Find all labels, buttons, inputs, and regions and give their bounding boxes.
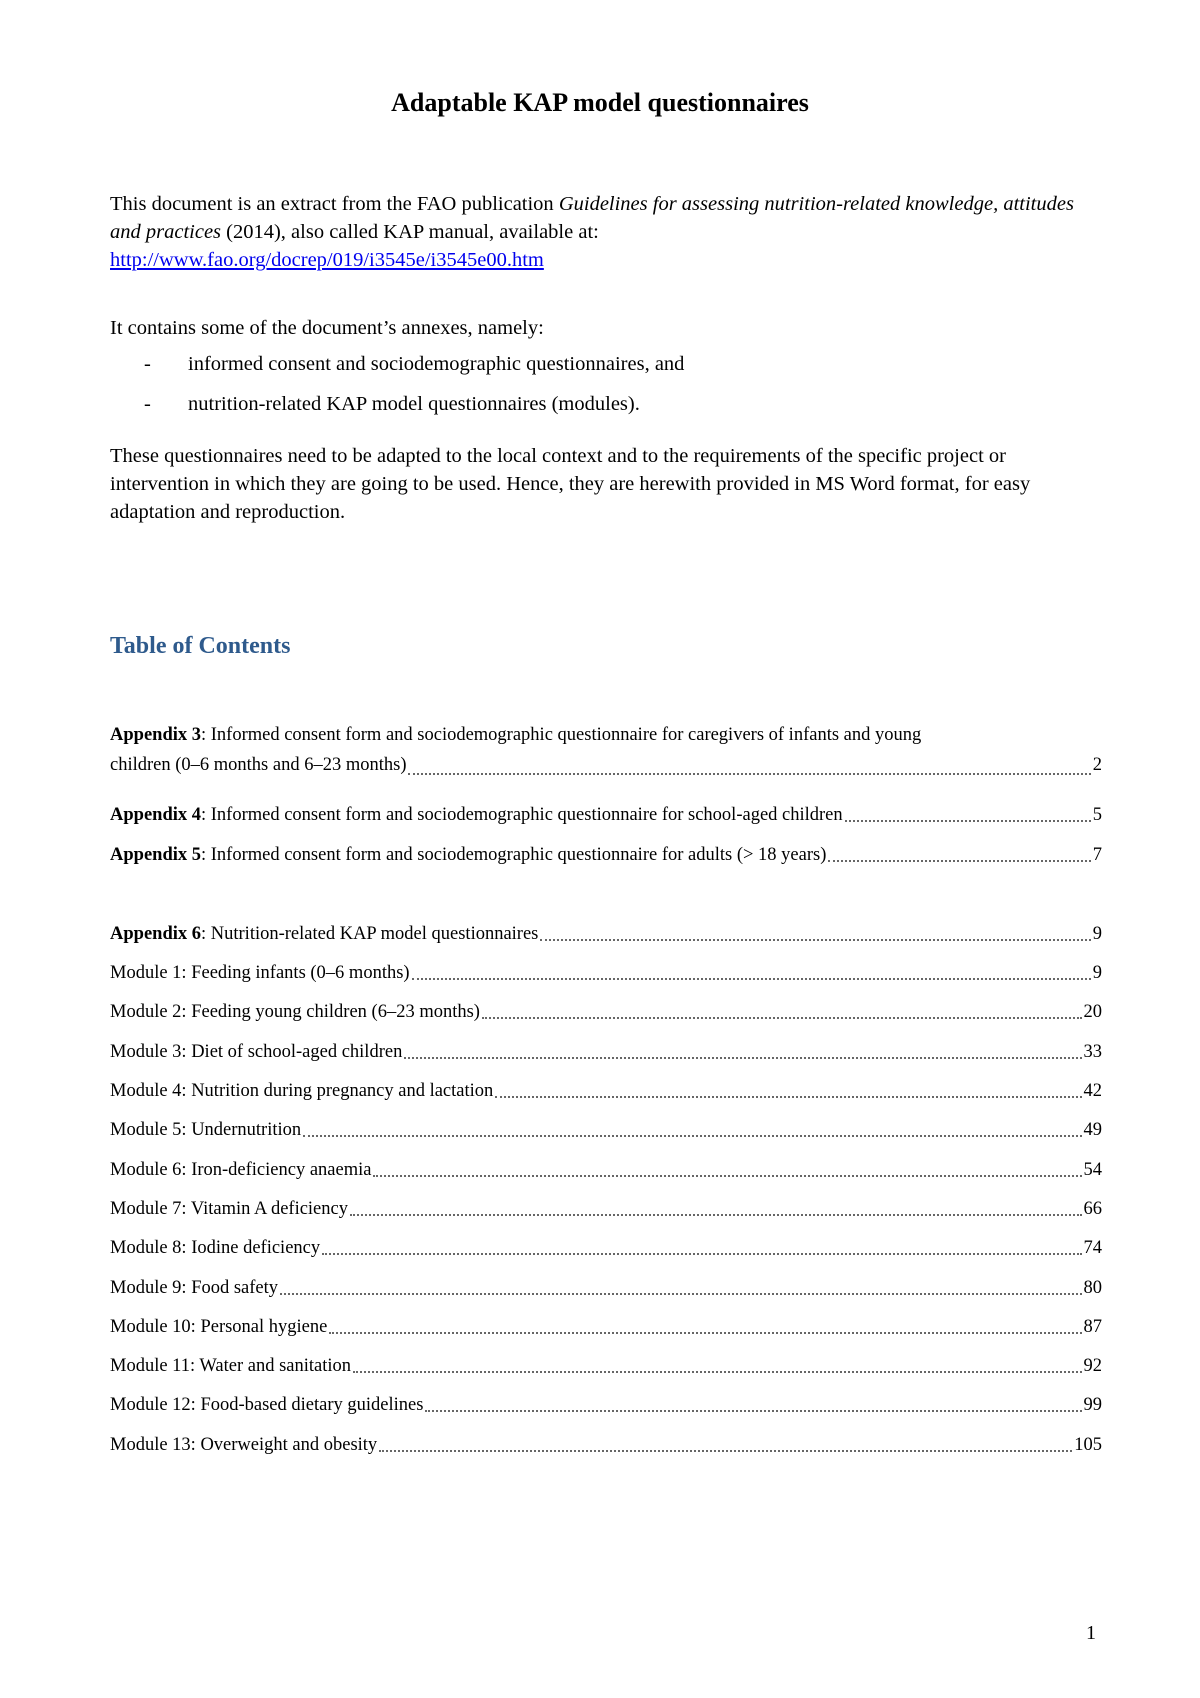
toc-entry-module-13[interactable]: Module 13: Overweight and obesity 105 <box>110 1434 1102 1455</box>
dot-leader <box>280 1293 1081 1295</box>
adaptation-paragraph: These questionnaires need to be adapted to the local context and to the requirements of the specific project or intervention in which they are going to be used. Hence, they are herewith provided in MS Word format, for easy adaptation and reproduction. <box>110 445 1031 523</box>
toc-page-number: 2 <box>1092 755 1102 775</box>
intro-text-2: (2014), also called KAP manual, available at: <box>221 221 599 243</box>
toc-page-number: 87 <box>1083 1316 1102 1337</box>
dot-leader <box>828 860 1090 862</box>
dot-leader <box>353 1371 1081 1373</box>
publication-title: Guidelines for assessing nutrition-related knowledge, attitudes and practices <box>110 193 1074 243</box>
toc-entry-module-2[interactable]: Module 2: Feeding young children (6–23 months) 20 <box>110 1002 1102 1023</box>
list-item: - nutrition-related KAP model questionnaires (modules). <box>110 390 1100 430</box>
dot-leader <box>482 1017 1082 1019</box>
toc-entry-module-6[interactable]: Module 6: Iron-deficiency anaemia 54 <box>110 1159 1102 1180</box>
toc-entry-module-8[interactable]: Module 8: Iodine deficiency 74 <box>110 1238 1102 1259</box>
dot-leader <box>379 1450 1072 1452</box>
dot-leader <box>329 1332 1081 1334</box>
toc-page-number: 9 <box>1092 963 1102 984</box>
toc-entry-appendix-4[interactable]: Appendix 4: Informed consent form and sociodemographic questionnaire for school-aged children 5 <box>110 805 1102 826</box>
toc-page-number: 99 <box>1083 1395 1102 1416</box>
toc-page-number: 80 <box>1083 1277 1102 1298</box>
dot-leader <box>373 1175 1081 1177</box>
toc-page-number: 33 <box>1083 1041 1102 1062</box>
toc-page-number: 54 <box>1083 1159 1102 1180</box>
toc-page-number: 7 <box>1092 844 1102 865</box>
toc-page-number: 20 <box>1083 1002 1102 1023</box>
toc-entry-module-11[interactable]: Module 11: Water and sanitation 92 <box>110 1356 1102 1377</box>
toc-entry-module-4[interactable]: Module 4: Nutrition during pregnancy and lactation 42 <box>110 1081 1102 1102</box>
dot-leader <box>425 1410 1081 1412</box>
dot-leader <box>350 1214 1082 1216</box>
dot-leader <box>408 773 1090 775</box>
dot-leader <box>540 939 1090 941</box>
document-title: Adaptable KAP model questionnaires <box>391 88 809 117</box>
bullet-dash: - <box>144 353 151 375</box>
toc-entry-appendix-6[interactable]: Appendix 6: Nutrition-related KAP model questionnaires 9 <box>110 923 1102 944</box>
manual-link[interactable]: http://www.fao.org/docrep/019/i3545e/i3545e00.htm <box>110 249 544 271</box>
contains-section <box>110 314 1100 430</box>
toc-entry-module-5[interactable]: Module 5: Undernutrition 49 <box>110 1120 1102 1141</box>
toc-entry-appendix-5[interactable]: Appendix 5: Informed consent form and sociodemographic questionnaire for adults (> 18 years) 7 <box>110 844 1102 865</box>
toc-entry-appendix-3[interactable]: Appendix 3: Informed consent form and sociodemographic questionnaire for caregivers of infants and young children (0–6 months and 6–23 months) 2 <box>110 720 1102 788</box>
dot-leader <box>845 820 1091 822</box>
dot-leader <box>322 1253 1081 1255</box>
toc-entry-module-10[interactable]: Module 10: Personal hygiene 87 <box>110 1316 1102 1337</box>
toc-page-number: 49 <box>1083 1120 1102 1141</box>
toc-page-number: 5 <box>1092 805 1102 826</box>
toc-page-number: 74 <box>1083 1238 1102 1259</box>
page-number: 1 <box>1086 1622 1096 1644</box>
toc-page-number: 42 <box>1083 1081 1102 1102</box>
annex-list <box>110 350 1100 430</box>
toc-page-number: 9 <box>1092 923 1102 944</box>
toc-page-number: 66 <box>1083 1198 1102 1219</box>
intro-text-1: This document is an extract from the FAO publication <box>110 193 559 215</box>
toc-page-number: 105 <box>1074 1434 1102 1455</box>
dot-leader <box>404 1057 1081 1059</box>
toc-heading: Table of Contents <box>110 633 291 659</box>
bullet-dash: - <box>144 393 151 415</box>
toc-entry-module-3[interactable]: Module 3: Diet of school-aged children 33 <box>110 1041 1102 1062</box>
toc-entry-module-1[interactable]: Module 1: Feeding infants (0–6 months) 9 <box>110 963 1102 984</box>
dot-leader <box>303 1135 1081 1137</box>
intro-paragraph <box>110 190 1100 274</box>
toc-page-number: 92 <box>1083 1356 1102 1377</box>
toc-entry-module-12[interactable]: Module 12: Food-based dietary guidelines 99 <box>110 1395 1102 1416</box>
list-item: - informed consent and sociodemographic questionnaires, and <box>110 350 1100 390</box>
dot-leader <box>495 1096 1081 1098</box>
table-of-contents <box>110 720 1102 1457</box>
toc-entry-module-9[interactable]: Module 9: Food safety 80 <box>110 1277 1102 1298</box>
contains-lead: It contains some of the document’s annexes, namely: <box>110 317 544 339</box>
module-list <box>110 946 1102 1457</box>
toc-entry-module-7[interactable]: Module 7: Vitamin A deficiency 66 <box>110 1198 1102 1219</box>
dot-leader <box>412 978 1091 980</box>
